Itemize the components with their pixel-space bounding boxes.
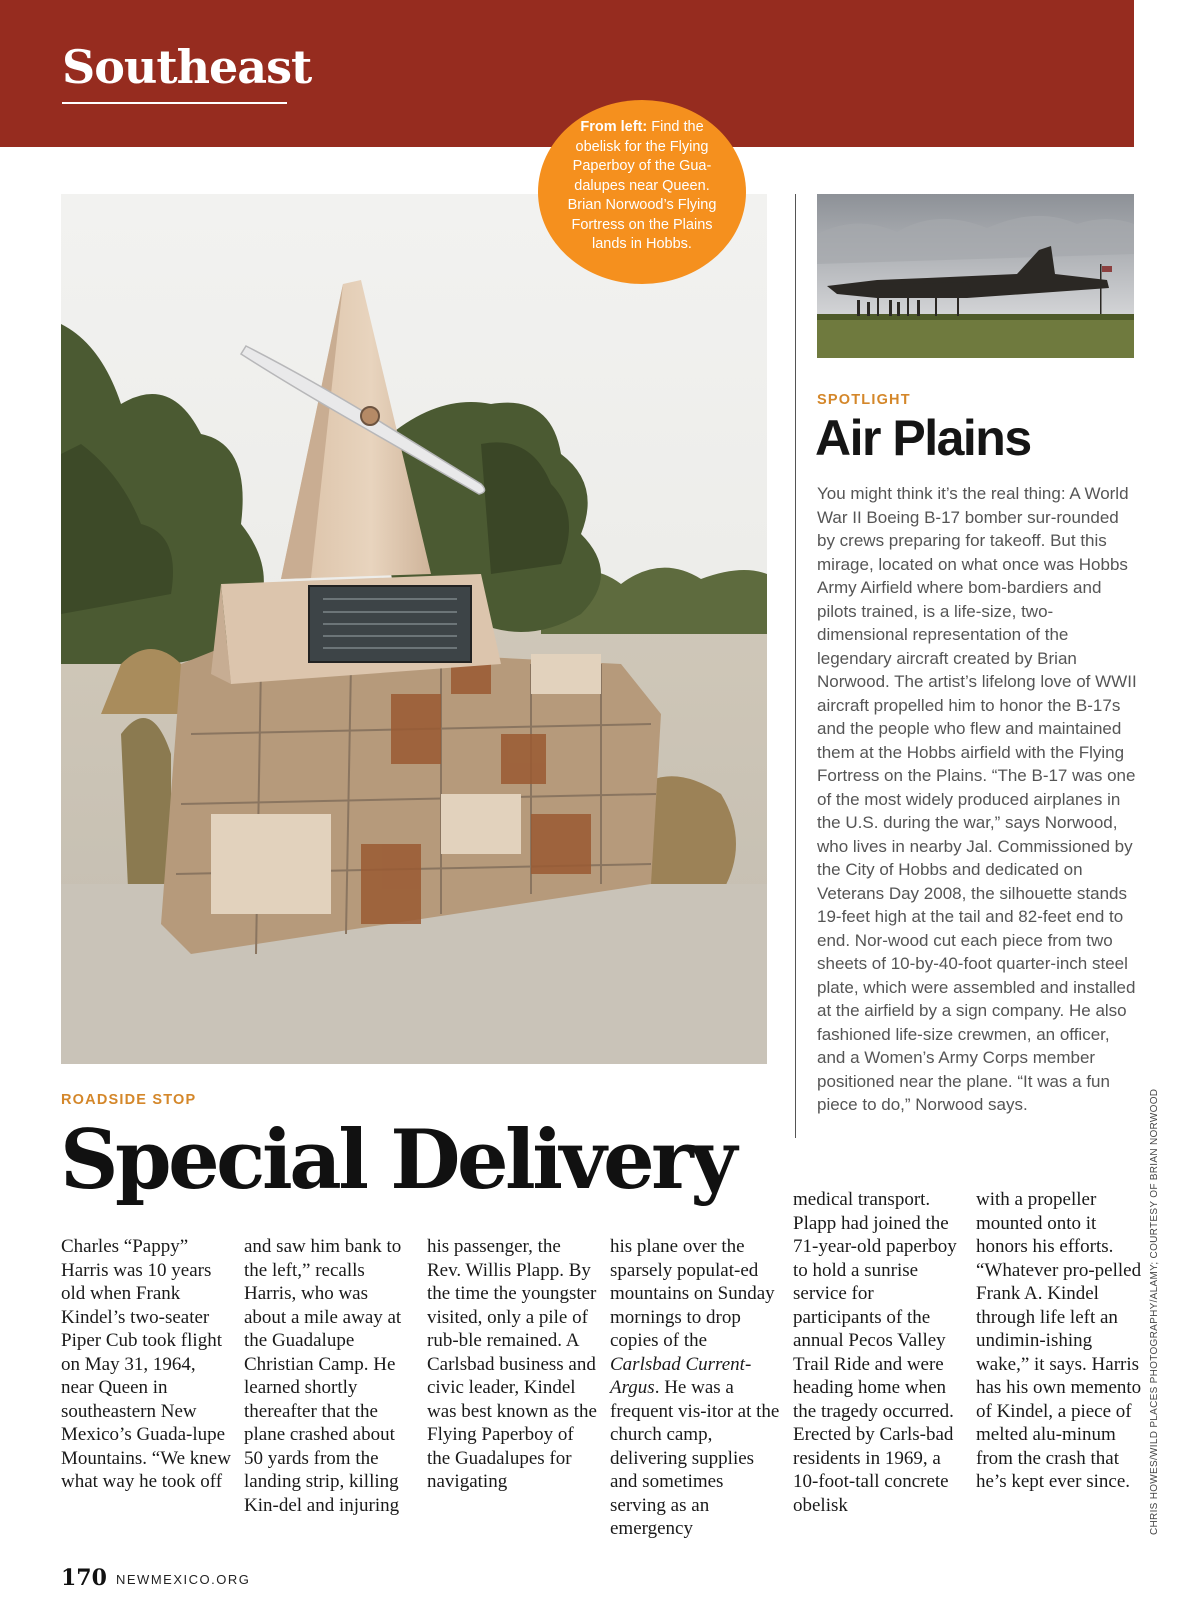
photo-credit: CHRIS HOWES/WILD PLACES PHOTOGRAPHY/ALAMY; COURTESY OF BRIAN NORWOOD bbox=[1149, 1088, 1160, 1535]
article-column-5: medical transport. Plapp had joined the 71-year-old paperboy to hold a sunrise service for participants of the annual Pecos Valley Trail Ride and were heading home when the tragedy occurred. Erected by Carls-bad residents in 1969, a 10-foot-tall concrete obelisk bbox=[793, 1189, 957, 1516]
article-column-6: with a propeller mounted onto it honors his efforts. “Whatever pro-pelled Frank A. Kindel through life left an undimin-ishing wake,” it says. Harris has his own memento of Kindel, a piece of melted alu-minum from the crash that he’s kept ever since. bbox=[976, 1189, 1142, 1492]
newspaper-title: Carlsbad Current-Argus bbox=[610, 1353, 752, 1398]
obelisk-photo bbox=[61, 194, 767, 1064]
page-number: 170 bbox=[61, 1565, 107, 1591]
caption-lead: From left: bbox=[580, 119, 648, 135]
caption-text: Find the obelisk for the Flying Paperboy of the Gua-dalupes near Queen. Brian Norwood’s Flying Fortress on the Plains lands in Hobbs. bbox=[567, 119, 717, 252]
column-divider-rule bbox=[795, 194, 796, 1138]
article-kicker: ROADSIDE STOP bbox=[61, 1092, 197, 1108]
site-url: NEWMEXICO.ORG bbox=[116, 1572, 251, 1587]
section-title-underline bbox=[62, 102, 287, 104]
column-4-text-b: . He was a frequent vis-itor at the church camp, delivering supplies and sometimes serving as an emergency bbox=[610, 1377, 780, 1539]
article-column-4 bbox=[610, 1235, 780, 1541]
article-column-3: his passenger, the Rev. Willis Plapp. By the time the youngster visited, only a pile of rub-ble remained. A Carlsbad business and civic leader, Kindel was best known as the Flying Paperboy of the Guadalupes for navigating bbox=[427, 1236, 597, 1492]
b17-silhouette-photo bbox=[817, 194, 1134, 358]
article-column-1: Charles “Pappy” Harris was 10 years old when Frank Kindel’s two-seater Piper Cub took flight on May 31, 1964, near Queen in southeastern New Mexico’s Guada-lupe Mountains. “We knew what way he took off bbox=[61, 1236, 231, 1492]
photo-caption-bubble bbox=[538, 100, 746, 284]
article-title: Special Delivery bbox=[60, 1113, 734, 1208]
article-column-2: and saw him bank to the left,” recalls Harris, who was about a mile away at the Guadalupe Christian Camp. He learned shortly thereafter that the plane crashed about 50 yards from the landing strip, killing Kin-del and injuring bbox=[244, 1236, 402, 1516]
spotlight-kicker: SPOTLIGHT bbox=[817, 392, 911, 408]
spotlight-title: Air Plains bbox=[815, 410, 1031, 466]
section-title: Southeast bbox=[62, 40, 312, 94]
obelisk-photo-image bbox=[61, 194, 767, 1064]
b17-silhouette-image bbox=[817, 194, 1134, 358]
spotlight-body: You might think it’s the real thing: A World War II Boeing B-17 bomber sur-rounded by crews preparing for takeoff. But this mirage, located on what once was Hobbs Army Airfield where bom-bardiers and pilots trained, is a life-size, two-dimensional representation of the legendary aircraft created by Brian Norwood. The artist’s lifelong love of WWII aircraft propelled him to honor the B-17s and the people who flew and maintained them at the Hobbs airfield with the Flying Fortress on the Plains. “The B-17 was one of the most widely produced airplanes in the U.S. during the war,” says Norwood, who lives in nearby Jal. Commissioned by the City of Hobbs and dedicated on Veterans Day 2008, the silhouette stands 19-feet high at the tail and 82-feet end to end. Nor-wood cut each piece from two sheets of 10-by-40-foot quarter-inch steel plate, which were assembled and installed at the airfield by a sign company. He also fashioned life-size crewmen, an officer, and a Women’s Army Corps member positioned near the plane. “It was a fun piece to do,” Norwood says. bbox=[817, 484, 1137, 1114]
column-4-text-a: his plane over the sparsely populat-ed mountains on Sunday mornings to drop copies of the bbox=[610, 1236, 775, 1351]
